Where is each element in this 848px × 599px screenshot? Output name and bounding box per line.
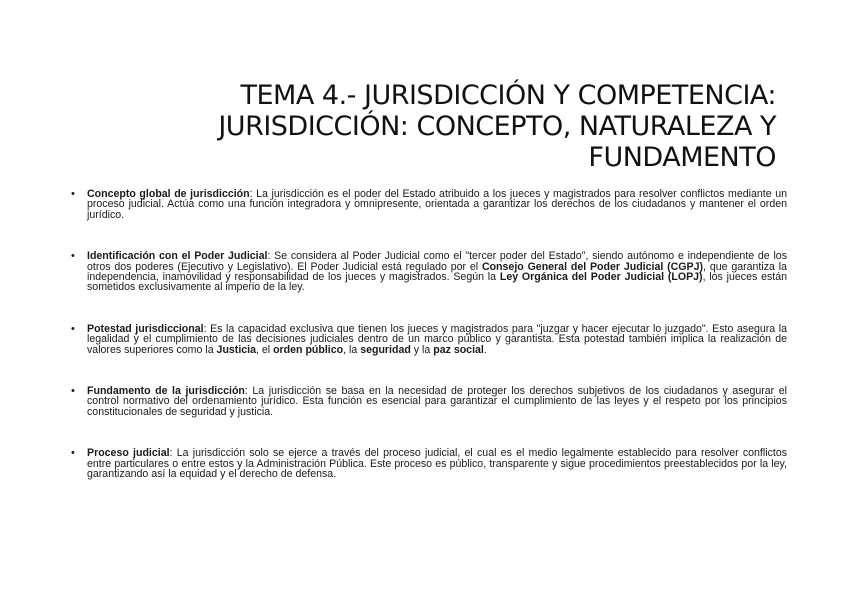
bullet-text: , la [343, 343, 361, 356]
title-line-3: FUNDAMENTO [588, 142, 776, 173]
bullet-text: : La jurisdicción se basa en la necesidad de proteger los derechos subjetivos de los ciudadanos y asegurar el control normativo del ordenamiento jurídico. Esta función es esencial para garantizar el cumplimiento de las leyes y el respeto por los principios constitucionales de seguridad y justicia. [87, 385, 787, 418]
bullet-list [70, 189, 787, 511]
bullet-dot-icon: • [71, 250, 75, 263]
bullet-text: : Es la capacidad exclusiva que tienen los jueces y magistrados para "juzgar y hacer ejecutar lo juzgado". Esto asegura la legalidad y el cumplimiento de las decisiones judiciales dentro de un marco público y garantista. Esta potestad también implica la realización de valores superiores como la [87, 322, 787, 356]
bullet-text: , que garantiza la independencia, inamovilidad y responsabilidad de los jueces y magistrados. Según la [87, 260, 787, 284]
bullet-heading: Concepto global de jurisdicción [87, 188, 250, 200]
bullet-text: : La jurisdicción solo se ejerce a través del proceso judicial, el cual es el medio legalmente establecido para resolver conflictos entre particulares o entre estos y la Administración Pública. Este proceso es público, transparente y sigue procedimientos preestablecidos por la ley, garantizando así la equidad y el derecho de defensa. [87, 447, 788, 481]
bullet-text: . [483, 343, 487, 356]
slide-title [100, 80, 776, 173]
bullet-emphasis: Justicia [216, 343, 256, 356]
bullet-emphasis: seguridad [360, 343, 411, 356]
bullet-proceso-judicial [70, 448, 787, 479]
bullet-text: y la [410, 343, 434, 356]
bullet-text: : Se considera al Poder Judicial como el "tercer poder del Estado", siendo autónomo e independiente de los otros dos poderes (Ejecutivo y Legislativo). El Poder Judicial está regulado por el [87, 250, 787, 273]
title-line-1: TEMA 4.- JURISDICCIÓN Y COMPETENCIA: [240, 80, 776, 111]
bullet-text: , los jueces están sometidos exclusivamente al imperio de la ley. [87, 271, 787, 294]
bullet-dot-icon: • [71, 188, 75, 200]
bullet-potestad [70, 324, 787, 355]
bullet-dot-icon: • [71, 322, 75, 335]
bullet-text: , el [256, 343, 274, 356]
bullet-text: : La jurisdicción es el poder del Estado atribuido a los jueces y magistrados para resolver conflictos mediante un proceso judicial. Actúa como una función integradora y omnipresente, orientada a garantizar los derechos de los ciudadanos y mantener el orden jurídico. [87, 188, 787, 221]
bullet-emphasis: Ley Orgánica del Poder Judicial (LOPJ) [499, 271, 703, 284]
bullet-heading: Potestad jurisdiccional [87, 322, 204, 335]
bullet-dot-icon: • [71, 447, 75, 460]
title-line-2: JURISDICCIÓN: CONCEPTO, NATURALEZA Y [218, 111, 776, 142]
bullet-heading: Fundamento de la jurisdicción [87, 385, 245, 398]
bullet-fundamento [70, 386, 787, 417]
bullet-emphasis: Consejo General del Poder Judicial (CGPJ) [481, 260, 704, 273]
bullet-emphasis: orden público [273, 343, 344, 356]
bullet-emphasis: paz social [433, 343, 484, 356]
bullet-concepto-global [70, 189, 787, 220]
bullet-poder-judicial [70, 251, 787, 293]
bullet-heading: Identificación con el Poder Judicial [87, 250, 268, 263]
bullet-dot-icon: • [71, 385, 75, 398]
bullet-heading: Proceso judicial [87, 447, 170, 460]
